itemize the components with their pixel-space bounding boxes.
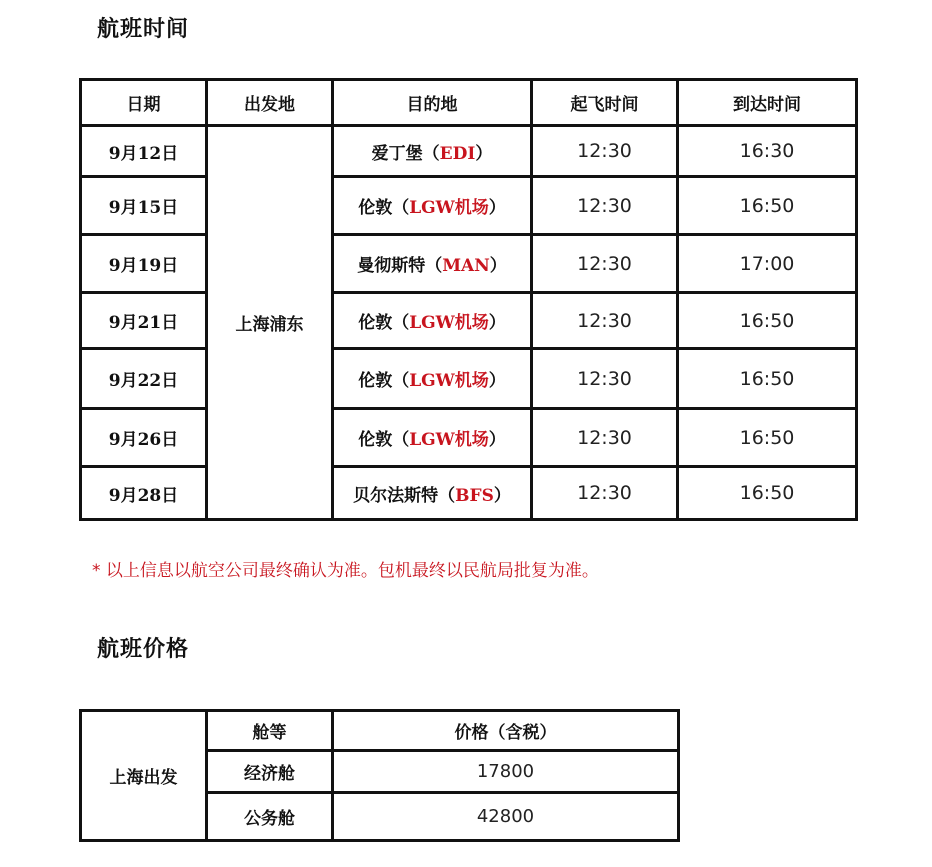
table-row bbox=[81, 467, 857, 520]
airport-code: LGW机场 bbox=[409, 430, 489, 450]
table-row bbox=[81, 126, 857, 177]
airport-code: LGW机场 bbox=[409, 371, 489, 391]
header-destination: 目的地 bbox=[333, 80, 532, 126]
destination-cell: 贝尔法斯特（BFS） bbox=[333, 467, 532, 520]
airport-code: BFS bbox=[455, 485, 494, 506]
airport-code: LGW机场 bbox=[409, 313, 489, 333]
schedule-title: 航班时间 bbox=[97, 16, 190, 42]
price-origin-cell: 上海出发 bbox=[81, 711, 207, 841]
flight-price-table bbox=[79, 709, 680, 842]
date-cell: 9月12日 bbox=[81, 126, 207, 177]
departure-cell: 12:30 bbox=[532, 467, 678, 520]
table-row bbox=[81, 235, 857, 293]
cabin-class-cell: 公务舱 bbox=[207, 793, 333, 841]
cabin-class-cell: 经济舱 bbox=[207, 751, 333, 793]
destination-cell: 伦敦（LGW机场） bbox=[333, 293, 532, 349]
date-cell: 9月28日 bbox=[81, 467, 207, 520]
table-row bbox=[81, 293, 857, 349]
origin-cell: 上海浦东 bbox=[207, 126, 333, 520]
destination-name: 伦敦 bbox=[358, 313, 393, 333]
destination-cell: 曼彻斯特（MAN） bbox=[333, 235, 532, 293]
destination-cell: 爱丁堡（EDI） bbox=[333, 126, 532, 177]
price-cell: 17800 bbox=[333, 751, 679, 793]
header-arrival-time: 到达时间 bbox=[678, 80, 857, 126]
arrival-cell: 17:00 bbox=[678, 235, 857, 293]
arrival-cell: 16:30 bbox=[678, 126, 857, 177]
prices-title: 航班价格 bbox=[97, 636, 190, 662]
arrival-cell: 16:50 bbox=[678, 409, 857, 467]
table-row bbox=[81, 409, 857, 467]
header-date: 日期 bbox=[81, 80, 207, 126]
price-cell: 42800 bbox=[333, 793, 679, 841]
arrival-cell: 16:50 bbox=[678, 349, 857, 409]
destination-cell: 伦敦（LGW机场） bbox=[333, 349, 532, 409]
departure-cell: 12:30 bbox=[532, 177, 678, 235]
date-cell: 9月26日 bbox=[81, 409, 207, 467]
table-header-row bbox=[81, 80, 857, 126]
airport-code: LGW机场 bbox=[409, 198, 489, 218]
destination-name: 伦敦 bbox=[358, 430, 393, 450]
date-cell: 9月15日 bbox=[81, 177, 207, 235]
destination-cell: 伦敦（LGW机场） bbox=[333, 177, 532, 235]
table-row bbox=[81, 349, 857, 409]
destination-name: 曼彻斯特 bbox=[357, 256, 426, 276]
departure-cell: 12:30 bbox=[532, 409, 678, 467]
header-origin: 出发地 bbox=[207, 80, 333, 126]
header-departure-time: 起飞时间 bbox=[532, 80, 678, 126]
arrival-cell: 16:50 bbox=[678, 293, 857, 349]
header-price: 价格（含税） bbox=[333, 711, 679, 751]
arrival-cell: 16:50 bbox=[678, 467, 857, 520]
date-cell: 9月22日 bbox=[81, 349, 207, 409]
departure-cell: 12:30 bbox=[532, 349, 678, 409]
airport-code: MAN bbox=[442, 256, 490, 276]
departure-cell: 12:30 bbox=[532, 293, 678, 349]
date-cell: 9月19日 bbox=[81, 235, 207, 293]
destination-name: 爱丁堡 bbox=[371, 143, 423, 164]
destination-name: 伦敦 bbox=[358, 371, 393, 391]
arrival-cell: 16:50 bbox=[678, 177, 857, 235]
airport-code: EDI bbox=[439, 143, 476, 164]
destination-cell: 伦敦（LGW机场） bbox=[333, 409, 532, 467]
table-row bbox=[81, 177, 857, 235]
destination-name: 伦敦 bbox=[358, 198, 393, 218]
departure-cell: 12:30 bbox=[532, 235, 678, 293]
destination-name: 贝尔法斯特 bbox=[353, 485, 439, 506]
disclaimer-note: * 以上信息以航空公司最终确认为准。包机最终以民航局批复为准。 bbox=[92, 561, 599, 581]
header-cabin-class: 舱等 bbox=[207, 711, 333, 751]
date-cell: 9月21日 bbox=[81, 293, 207, 349]
table-header-row bbox=[81, 711, 679, 751]
departure-cell: 12:30 bbox=[532, 126, 678, 177]
flight-schedule-table bbox=[79, 78, 858, 521]
